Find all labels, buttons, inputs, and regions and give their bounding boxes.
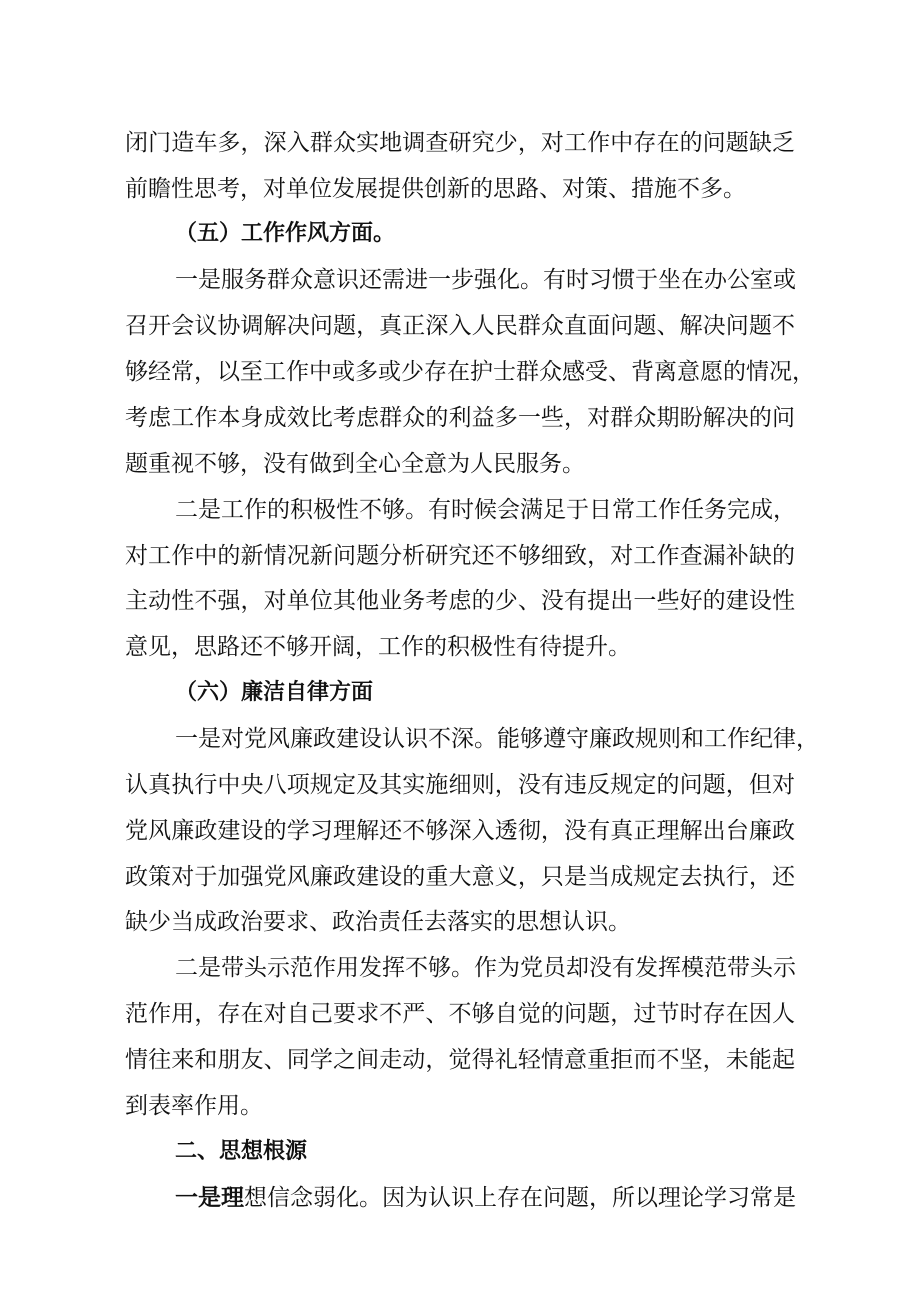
paragraph-line: 二是工作的积极性不够。有时候会满足于日常工作任务完成， — [175, 497, 796, 523]
paragraph-line: 对工作中的新情况新问题分析研究还不够细致，对工作查漏补缺的 — [125, 543, 795, 569]
paragraph-line: 党风廉政建设的学习理解还不够深入透彻，没有真正理解出台廉政 — [125, 818, 795, 844]
paragraph-line: 政策对于加强党风廉政建设的重大意义，只是当成规定去执行，还 — [125, 864, 795, 890]
paragraph-line: 缺少当成政治要求、政治责任去落实的思想认识。 — [125, 909, 631, 935]
paragraph-line: 一是对党风廉政建设认识不深。能够遵守廉政规则和工作纪律， — [175, 726, 819, 752]
paragraph-line: 够经常，以至工作中或多或少存在护士群众感受、背离意愿的情况， — [125, 359, 815, 385]
paragraph-line: 意见，思路还不够开阔，工作的积极性有待提升。 — [125, 634, 631, 660]
paragraph-line: 一是服务群众意识还需进一步强化。有时习惯于坐在办公室或 — [175, 267, 796, 293]
paragraph-line: 认真执行中央八项规定及其实施细则，没有违反规定的问题，但对 — [125, 772, 795, 798]
paragraph-line: 题重视不够，没有做到全心全意为人民服务。 — [125, 451, 585, 477]
bold-lead-text: 一是理 — [175, 1185, 244, 1211]
paragraph-line: 到表率作用。 — [125, 1093, 263, 1119]
paragraph-line-last — [175, 1178, 795, 1218]
paragraph-line: 范作用，存在对自己要求不严、不够自觉的问题，过节时存在因人 — [125, 1001, 795, 1027]
section-heading-integrity: （六）廉洁自律方面 — [175, 680, 374, 705]
paragraph-line: 前瞻性思考，对单位发展提供创新的思路、对策、措施不多。 — [125, 176, 746, 202]
paragraph-line: 二是带头示范作用发挥不够。作为党员却没有发挥模范带头示 — [175, 955, 796, 981]
paragraph-line: 情往来和朋友、同学之间走动，觉得礼轻情意重拒而不坚，未能起 — [125, 1047, 795, 1073]
paragraph-line: 考虑工作本身成效比考虑群众的利益多一些，对群众期盼解决的问 — [125, 405, 795, 431]
paragraph-line: 闭门造车多，深入群众实地调查研究少，对工作中存在的问题缺乏 — [125, 130, 795, 156]
lead-text-rest: 想信念弱化。因为认识上存在问题，所以理论学习常是 — [244, 1185, 796, 1211]
paragraph-line: 召开会议协调解决问题，真正深入人民群众直面问题、解决问题不 — [125, 313, 795, 339]
paragraph-line: 主动性不强，对单位其他业务考虑的少、没有提出一些好的建设性 — [125, 588, 795, 614]
section-heading-ideological-roots: 二、思想根源 — [175, 1139, 308, 1164]
section-heading-work-style: （五）工作作风方面。 — [175, 221, 396, 246]
